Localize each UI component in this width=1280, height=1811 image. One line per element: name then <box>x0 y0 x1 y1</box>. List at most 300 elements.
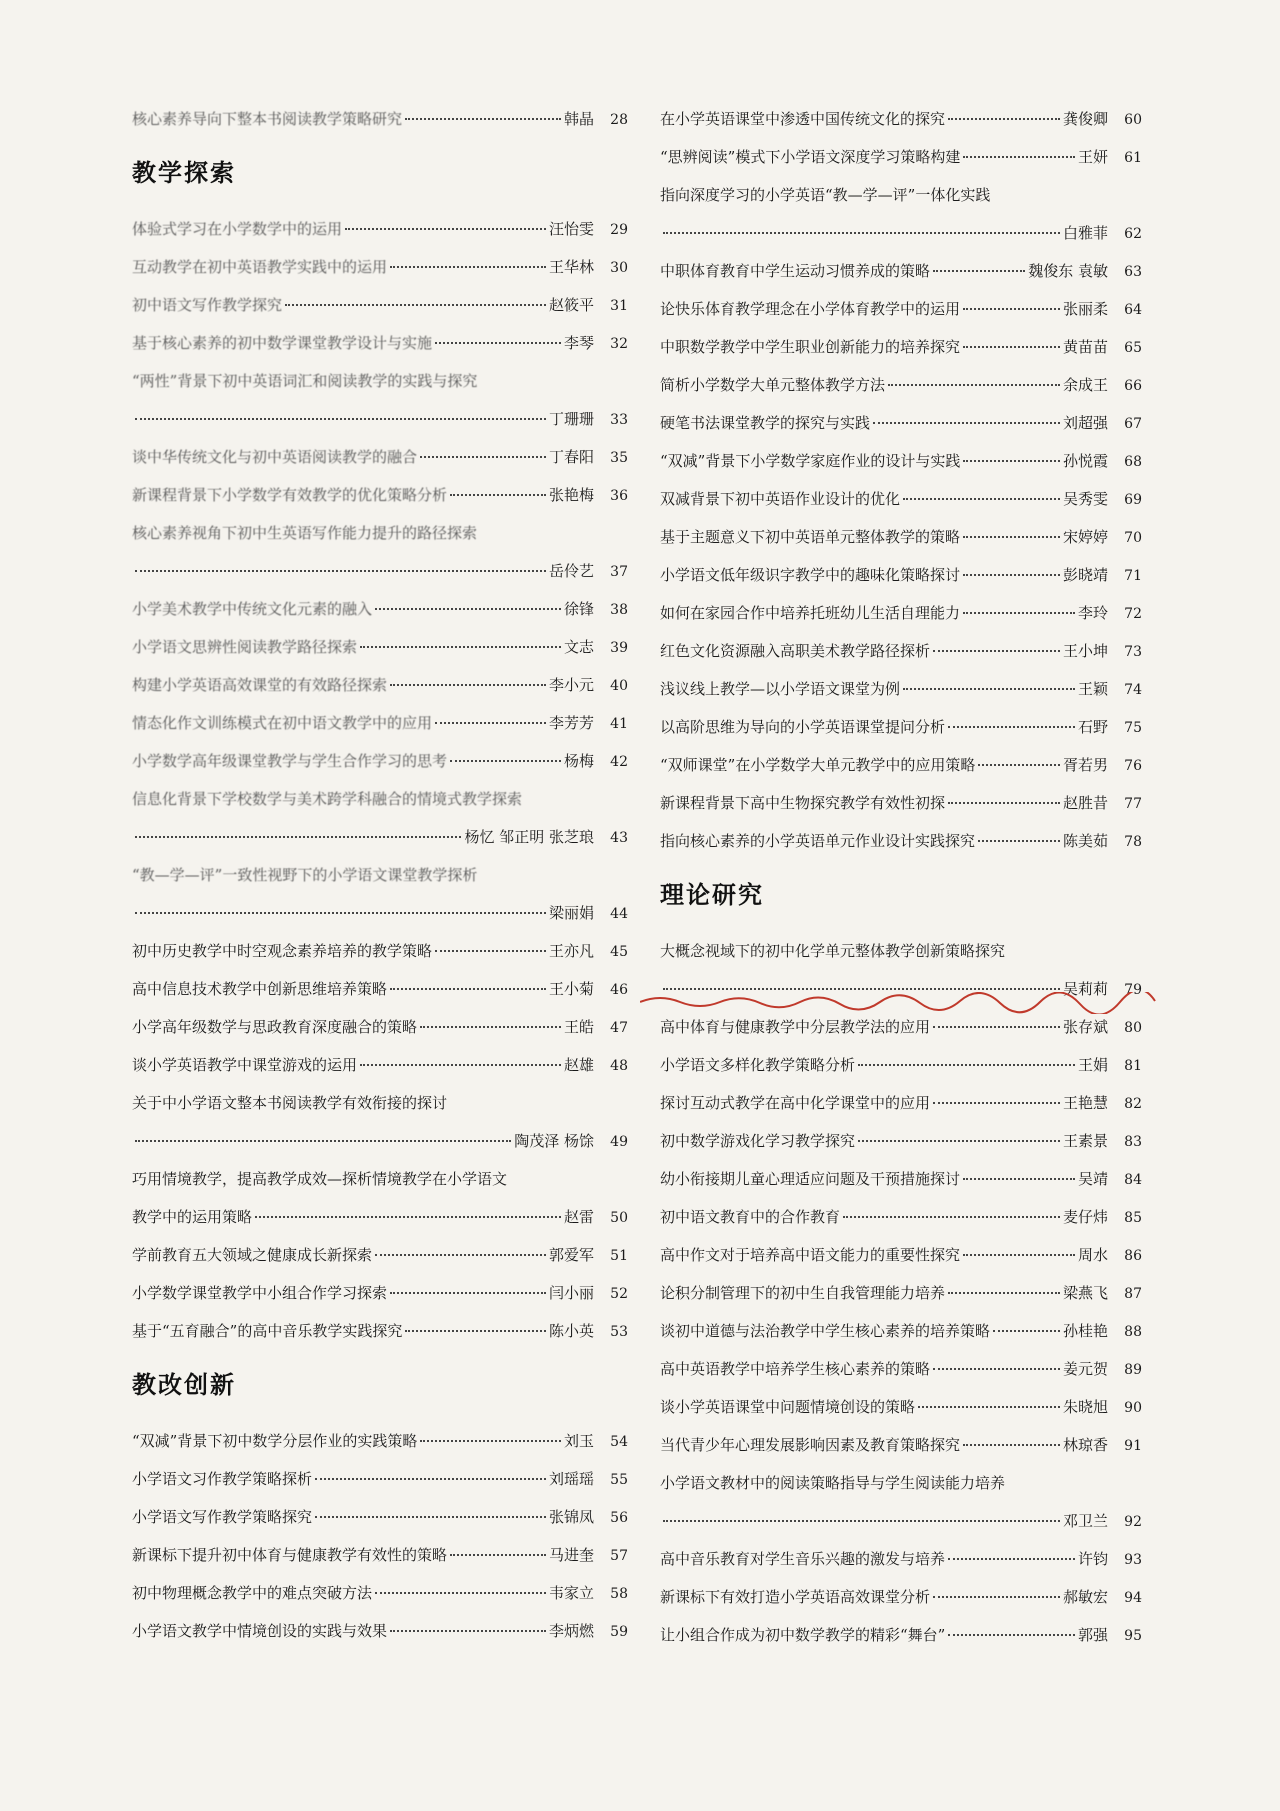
entry-author: 王皓 <box>563 1018 594 1036</box>
entry-title: 构建小学英语高效课堂的有效路径探索 <box>132 676 388 694</box>
toc-entry[interactable] <box>132 704 628 742</box>
dot-leader <box>903 687 1075 690</box>
entry-author: 梁燕飞 <box>1062 1284 1108 1302</box>
toc-entry[interactable] <box>660 1236 1142 1274</box>
toc-entry[interactable] <box>660 176 1142 252</box>
entry-title: 高中作文对于培养高中语文能力的重要性探究 <box>660 1246 961 1264</box>
dot-leader <box>135 417 546 420</box>
entry-page-number: 32 <box>610 336 628 352</box>
entry-author: 赵雄 <box>563 1056 594 1074</box>
toc-entry[interactable] <box>660 1388 1142 1426</box>
entry-title: 初中物理概念教学中的难点突破方法 <box>132 1584 373 1602</box>
entry-page-number: 44 <box>610 906 628 922</box>
entry-title: 简析小学数学大单元整体教学方法 <box>660 376 886 394</box>
dot-leader <box>993 1329 1060 1332</box>
entry-title: 基于核心素养的初中数学课堂教学设计与实施 <box>132 334 433 352</box>
toc-entry[interactable] <box>132 1008 628 1046</box>
entry-page-number: 36 <box>610 488 628 504</box>
entry-title: 小学语文写作教学策略探究 <box>132 1508 313 1526</box>
entry-author: 孙悦霞 <box>1062 452 1108 470</box>
entry-title: 小学数学高年级课堂教学与学生合作学习的思考 <box>132 752 448 770</box>
toc-entry[interactable] <box>660 708 1142 746</box>
dot-leader <box>345 227 546 230</box>
entry-author: 刘玉 <box>563 1432 594 1450</box>
entry-author: 王小坤 <box>1062 642 1108 660</box>
toc-left-column <box>132 100 628 1650</box>
entry-title: 当代青少年心理发展影响因素及教育策略探究 <box>660 1436 961 1454</box>
entry-page-number: 83 <box>1124 1134 1142 1150</box>
entry-author: 马进奎 <box>548 1546 594 1564</box>
entry-page-number: 84 <box>1124 1172 1142 1188</box>
entry-author: 朱晓旭 <box>1062 1398 1108 1416</box>
dot-leader <box>315 1477 546 1480</box>
entry-page-number: 46 <box>610 982 628 998</box>
entry-author: 徐锋 <box>563 600 594 618</box>
dot-leader <box>663 1519 1060 1522</box>
dot-leader <box>948 725 1075 728</box>
dot-leader <box>420 455 546 458</box>
entry-author: 王妍 <box>1077 148 1108 166</box>
entry-author: 刘瑶瑶 <box>548 1470 594 1488</box>
toc-entry[interactable] <box>132 932 628 970</box>
entry-page-number: 63 <box>1124 264 1142 280</box>
toc-entry[interactable] <box>132 248 628 286</box>
entry-page-number: 66 <box>1124 378 1142 394</box>
entry-page-number: 59 <box>610 1624 628 1640</box>
toc-entry[interactable] <box>660 1198 1142 1236</box>
dot-leader <box>933 649 1060 652</box>
toc-entry[interactable] <box>132 362 628 438</box>
toc-entry[interactable] <box>660 328 1142 366</box>
toc-entry[interactable] <box>660 1274 1142 1312</box>
toc-entry[interactable] <box>660 746 1142 784</box>
dot-leader <box>450 759 561 762</box>
entry-page-number: 30 <box>610 260 628 276</box>
entry-author: 许钧 <box>1077 1550 1108 1568</box>
entry-author: 汪怡雯 <box>548 220 594 238</box>
entry-page-number: 78 <box>1124 834 1142 850</box>
toc-entry[interactable] <box>660 1616 1142 1654</box>
entry-page-number: 49 <box>610 1134 628 1150</box>
dot-leader <box>435 341 561 344</box>
toc-entry[interactable] <box>132 666 628 704</box>
entry-author: 魏俊东 袁敏 <box>1028 262 1108 280</box>
entry-title: “双减”背景下初中数学分层作业的实践策略 <box>132 1432 418 1450</box>
entry-title: 互动教学在初中英语教学实践中的运用 <box>132 258 388 276</box>
section-heading: 教改创新 <box>132 1371 236 1399</box>
entry-author: 张丽柔 <box>1062 300 1108 318</box>
entry-title: 浅议线上教学—以小学语文课堂为例 <box>660 680 901 698</box>
dot-leader <box>135 1139 511 1142</box>
entry-title: 初中数学游戏化学习教学探究 <box>660 1132 856 1150</box>
entry-title: 指向核心素养的小学英语单元作业设计实践探究 <box>660 832 976 850</box>
dot-leader <box>948 1633 1075 1636</box>
dot-leader <box>255 1215 561 1218</box>
section-heading: 理论研究 <box>660 881 764 909</box>
entry-title: 小学语文习作教学策略探析 <box>132 1470 313 1488</box>
dot-leader <box>390 987 546 990</box>
entry-page-number: 33 <box>610 412 628 428</box>
entry-author: 彭晓靖 <box>1062 566 1108 584</box>
entry-author: 刘超强 <box>1062 414 1108 432</box>
entry-title: 初中语文教育中的合作教育 <box>660 1208 841 1226</box>
entry-title: 小学高年级数学与思政教育深度融合的策略 <box>132 1018 418 1036</box>
entry-title: 小学语文思辨性阅读教学路径探索 <box>132 638 358 656</box>
entry-title: 论积分制管理下的初中生自我管理能力培养 <box>660 1284 946 1302</box>
dot-leader <box>963 535 1060 538</box>
dot-leader <box>963 1177 1075 1180</box>
dot-leader <box>390 1629 546 1632</box>
entry-author: 郭强 <box>1077 1626 1108 1644</box>
entry-author: 文志 <box>563 638 594 656</box>
entry-page-number: 95 <box>1124 1628 1142 1644</box>
entry-author: 周水 <box>1077 1246 1108 1264</box>
entry-page-number: 29 <box>610 222 628 238</box>
entry-page-number: 48 <box>610 1058 628 1074</box>
entry-author: 宋婷婷 <box>1062 528 1108 546</box>
toc-entry[interactable] <box>132 286 628 324</box>
toc-entry[interactable] <box>132 476 628 514</box>
toc-entry[interactable] <box>660 138 1142 176</box>
toc-entry[interactable] <box>660 1312 1142 1350</box>
entry-author: 丁珊珊 <box>548 410 594 428</box>
toc-entry[interactable] <box>132 1574 628 1612</box>
entry-author: 杨梅 <box>563 752 594 770</box>
entry-author: 赵雷 <box>563 1208 594 1226</box>
entry-title: 体验式学习在小学数学中的运用 <box>132 220 343 238</box>
toc-entry[interactable] <box>132 1084 628 1160</box>
toc-entry[interactable] <box>660 290 1142 328</box>
dot-leader <box>978 839 1060 842</box>
entry-author: 王颖 <box>1077 680 1108 698</box>
toc-entry[interactable] <box>660 442 1142 480</box>
entry-title: 在小学英语课堂中渗透中国传统文化的探究 <box>660 110 946 128</box>
red-underline-annotation <box>640 992 1160 1014</box>
entry-author: 石野 <box>1077 718 1108 736</box>
entry-page-number: 82 <box>1124 1096 1142 1112</box>
entry-title: 小学美术教学中传统文化元素的融入 <box>132 600 373 618</box>
toc-entry[interactable] <box>132 514 628 590</box>
entry-author: 林琼香 <box>1062 1436 1108 1454</box>
entry-author: 赵胜昔 <box>1062 794 1108 812</box>
toc-entry[interactable] <box>660 1540 1142 1578</box>
entry-page-number: 68 <box>1124 454 1142 470</box>
toc-entry[interactable] <box>132 856 628 932</box>
entry-title: 初中语文写作教学探究 <box>132 296 283 314</box>
entry-author: 王华林 <box>548 258 594 276</box>
entry-page-number: 81 <box>1124 1058 1142 1074</box>
dot-leader <box>135 569 546 572</box>
entry-page-number: 62 <box>1124 226 1142 242</box>
entry-page-number: 71 <box>1124 568 1142 584</box>
toc-entry[interactable] <box>132 628 628 666</box>
entry-author: 李琴 <box>563 334 594 352</box>
dot-leader <box>948 801 1060 804</box>
toc-entry[interactable] <box>660 366 1142 404</box>
dot-leader <box>435 949 546 952</box>
entry-page-number: 50 <box>610 1210 628 1226</box>
entry-author: 陈小英 <box>548 1322 594 1340</box>
entry-page-number: 35 <box>610 450 628 466</box>
dot-leader <box>135 911 546 914</box>
entry-page-number: 38 <box>610 602 628 618</box>
dot-leader <box>375 607 561 610</box>
dot-leader <box>903 497 1060 500</box>
entry-page-number: 52 <box>610 1286 628 1302</box>
toc-entry[interactable] <box>132 100 628 138</box>
entry-page-number: 90 <box>1124 1400 1142 1416</box>
toc-entry[interactable] <box>660 404 1142 442</box>
dot-leader <box>360 645 561 648</box>
dot-leader <box>843 1215 1060 1218</box>
toc-entry[interactable] <box>132 970 628 1008</box>
entry-page-number: 70 <box>1124 530 1142 546</box>
entry-page-number: 85 <box>1124 1210 1142 1226</box>
dot-leader <box>873 421 1060 424</box>
entry-title: 红色文化资源融入高职美术教学路径探析 <box>660 642 931 660</box>
section-heading: 教学探索 <box>132 159 236 187</box>
entry-author: 龚俊卿 <box>1062 110 1108 128</box>
dot-leader <box>933 1101 1060 1104</box>
toc-entry[interactable] <box>660 632 1142 670</box>
toc-entry[interactable] <box>660 670 1142 708</box>
dot-leader <box>450 493 546 496</box>
entry-page-number: 76 <box>1124 758 1142 774</box>
toc-entry[interactable] <box>132 438 628 476</box>
toc-entry[interactable] <box>132 1046 628 1084</box>
dot-leader <box>963 345 1060 348</box>
entry-title: “思辨阅读”模式下小学语文深度学习策略构建 <box>660 148 961 166</box>
entry-page-number: 55 <box>610 1472 628 1488</box>
dot-leader <box>450 1553 546 1556</box>
entry-page-number: 54 <box>610 1434 628 1450</box>
toc-entry[interactable] <box>660 1122 1142 1160</box>
dot-leader <box>948 1291 1060 1294</box>
entry-title: 硬笔书法课堂教学的探究与实践 <box>660 414 871 432</box>
dot-leader <box>360 1063 561 1066</box>
toc-entry[interactable] <box>132 1160 628 1236</box>
entry-author: 陶茂泽 杨馀 <box>514 1132 594 1150</box>
entry-title: 初中历史教学中时空观念素养培养的教学策略 <box>132 942 433 960</box>
toc-entry[interactable] <box>132 1422 628 1460</box>
entry-page-number: 67 <box>1124 416 1142 432</box>
entry-page-number: 47 <box>610 1020 628 1036</box>
dot-leader <box>963 611 1075 614</box>
entry-title: 高中信息技术教学中创新思维培养策略 <box>132 980 388 998</box>
toc-entry[interactable] <box>660 1046 1142 1084</box>
entry-author: 王娟 <box>1077 1056 1108 1074</box>
toc-entry[interactable] <box>132 780 628 856</box>
dot-leader <box>420 1025 561 1028</box>
entry-page-number: 61 <box>1124 150 1142 166</box>
toc-entry[interactable] <box>660 1350 1142 1388</box>
entry-author: 吴秀雯 <box>1062 490 1108 508</box>
dot-leader <box>390 1291 546 1294</box>
entry-author: 王素景 <box>1062 1132 1108 1150</box>
entry-author: 王小菊 <box>548 980 594 998</box>
entry-page-number: 56 <box>610 1510 628 1526</box>
dot-leader <box>963 155 1075 158</box>
toc-entry[interactable] <box>132 742 628 780</box>
dot-leader <box>888 383 1060 386</box>
entry-page-number: 72 <box>1124 606 1142 622</box>
entry-title: 谈小学英语课堂中问题情境创设的策略 <box>660 1398 916 1416</box>
entry-page-number: 39 <box>610 640 628 656</box>
dot-leader <box>918 1405 1060 1408</box>
entry-author: 张艳梅 <box>548 486 594 504</box>
dot-leader <box>858 1063 1075 1066</box>
entry-author: 韦家立 <box>548 1584 594 1602</box>
toc-entry[interactable] <box>132 590 628 628</box>
toc-entry[interactable] <box>132 1498 628 1536</box>
dot-leader <box>963 573 1060 576</box>
dot-leader <box>663 231 1060 234</box>
entry-title: 核心素养导向下整本书阅读教学策略研究 <box>132 110 403 128</box>
entry-title: 谈中华传统文化与初中英语阅读教学的融合 <box>132 448 418 466</box>
entry-title: 如何在家园合作中培养托班幼儿生活自理能力 <box>660 604 961 622</box>
toc-entry[interactable] <box>660 822 1142 860</box>
entry-author: 黄苗苗 <box>1062 338 1108 356</box>
entry-title: “双师课堂”在小学数学大单元教学中的应用策略 <box>660 756 976 774</box>
entry-title: “教—学—评”一致性视野下的小学语文课堂教学探析 <box>132 866 478 884</box>
entry-page-number: 88 <box>1124 1324 1142 1340</box>
entry-page-number: 40 <box>610 678 628 694</box>
entry-title: 谈初中道德与法治教学中学生核心素养的培养策略 <box>660 1322 991 1340</box>
toc-entry[interactable] <box>660 1426 1142 1464</box>
entry-title: 关于中小学语文整本书阅读教学有效衔接的探讨 <box>132 1094 448 1112</box>
dot-leader <box>933 1367 1060 1370</box>
entry-title: 小学语文低年级识字教学中的趣味化策略探讨 <box>660 566 961 584</box>
toc-entry[interactable] <box>132 324 628 362</box>
entry-title: 小学语文教材中的阅读策略指导与学生阅读能力培养 <box>660 1474 1006 1492</box>
entry-author: 李小元 <box>548 676 594 694</box>
entry-author: 吴靖 <box>1077 1170 1108 1188</box>
toc-entry[interactable] <box>660 594 1142 632</box>
entry-page-number: 94 <box>1124 1590 1142 1606</box>
entry-page-number: 87 <box>1124 1286 1142 1302</box>
dot-leader <box>315 1515 546 1518</box>
toc-entry[interactable] <box>132 1460 628 1498</box>
entry-author: 邓卫兰 <box>1062 1512 1108 1530</box>
entry-page-number: 42 <box>610 754 628 770</box>
dot-leader <box>435 721 546 724</box>
entry-author: 孙桂艳 <box>1062 1322 1108 1340</box>
dot-leader <box>375 1591 546 1594</box>
entry-title: 谈小学英语教学中课堂游戏的运用 <box>132 1056 358 1074</box>
entry-author: 王亦凡 <box>548 942 594 960</box>
entry-title: 中职数学教学中学生职业创新能力的培养探究 <box>660 338 961 356</box>
toc-right-column <box>660 100 1142 1654</box>
entry-page-number: 31 <box>610 298 628 314</box>
entry-page-number: 53 <box>610 1324 628 1340</box>
toc-entry[interactable] <box>660 518 1142 556</box>
entry-title: 新课程背景下小学数学有效教学的优化策略分析 <box>132 486 448 504</box>
entry-title: 探讨互动式教学在高中化学课堂中的应用 <box>660 1094 931 1112</box>
dot-leader <box>963 1253 1075 1256</box>
toc-entry[interactable] <box>132 1274 628 1312</box>
entry-page-number: 60 <box>1124 112 1142 128</box>
dot-leader <box>933 269 1025 272</box>
entry-author: 王艳慧 <box>1062 1094 1108 1112</box>
toc-entry[interactable] <box>132 1236 628 1274</box>
entry-author: 韩晶 <box>563 110 594 128</box>
entry-title: 高中体育与健康教学中分层教学法的应用 <box>660 1018 931 1036</box>
entry-author: 陈美茹 <box>1062 832 1108 850</box>
dot-leader <box>405 1329 546 1332</box>
toc-entry[interactable] <box>660 1160 1142 1198</box>
toc-entry[interactable] <box>660 480 1142 518</box>
dot-leader <box>135 835 461 838</box>
entry-title: 核心素养视角下初中生英语写作能力提升的路径探索 <box>132 524 478 542</box>
toc-entry[interactable] <box>660 1578 1142 1616</box>
entry-title: 论快乐体育教学理念在小学体育教学中的运用 <box>660 300 961 318</box>
entry-page-number: 86 <box>1124 1248 1142 1264</box>
entry-title: 学前教育五大领域之健康成长新探索 <box>132 1246 373 1264</box>
entry-author: 李玲 <box>1077 604 1108 622</box>
entry-author: 闫小丽 <box>548 1284 594 1302</box>
entry-author: 张锦凤 <box>548 1508 594 1526</box>
entry-title: 基于“五育融合”的高中音乐教学实践探究 <box>132 1322 403 1340</box>
entry-title: “双减”背景下小学数学家庭作业的设计与实践 <box>660 452 961 470</box>
dot-leader <box>933 1025 1060 1028</box>
entry-page-number: 77 <box>1124 796 1142 812</box>
entry-page-number: 51 <box>610 1248 628 1264</box>
entry-title: “两性”背景下初中英语词汇和阅读教学的实践与探究 <box>132 372 478 390</box>
toc-entry[interactable] <box>660 784 1142 822</box>
dot-leader <box>978 763 1060 766</box>
entry-author: 郝敏宏 <box>1062 1588 1108 1606</box>
dot-leader <box>963 1443 1060 1446</box>
entry-title: 基于主题意义下初中英语单元整体教学的策略 <box>660 528 961 546</box>
entry-page-number: 28 <box>610 112 628 128</box>
entry-author: 胥若男 <box>1062 756 1108 774</box>
entry-author: 丁春阳 <box>548 448 594 466</box>
entry-author: 张存斌 <box>1062 1018 1108 1036</box>
entry-title: 幼小衔接期儿童心理适应问题及干预措施探讨 <box>660 1170 961 1188</box>
toc-entry[interactable] <box>660 100 1142 138</box>
entry-page-number: 80 <box>1124 1020 1142 1036</box>
dot-leader <box>390 265 546 268</box>
toc-entry[interactable] <box>660 556 1142 594</box>
entry-author: 梁丽娟 <box>548 904 594 922</box>
toc-entry[interactable] <box>660 252 1142 290</box>
toc-entry[interactable] <box>132 1312 628 1350</box>
entry-page-number: 64 <box>1124 302 1142 318</box>
toc-entry[interactable] <box>132 210 628 248</box>
entry-page-number: 58 <box>610 1586 628 1602</box>
entry-page-number: 45 <box>610 944 628 960</box>
entry-page-number: 37 <box>610 564 628 580</box>
entry-page-number: 69 <box>1124 492 1142 508</box>
dot-leader <box>285 303 546 306</box>
entry-page-number: 65 <box>1124 340 1142 356</box>
toc-entry[interactable] <box>132 1536 628 1574</box>
entry-title: 情态化作文训练模式在初中语文教学中的应用 <box>132 714 433 732</box>
entry-author: 白雅菲 <box>1062 224 1108 242</box>
dot-leader <box>405 117 561 120</box>
entry-author: 麦仔炜 <box>1062 1208 1108 1226</box>
entry-title: 指向深度学习的小学英语“教—学—评”一体化实践 <box>660 186 991 204</box>
entry-author: 岳伶艺 <box>548 562 594 580</box>
entry-page-number: 74 <box>1124 682 1142 698</box>
dot-leader <box>963 307 1060 310</box>
entry-title: 小学数学课堂教学中小组合作学习探索 <box>132 1284 388 1302</box>
entry-page-number: 93 <box>1124 1552 1142 1568</box>
toc-entry[interactable] <box>132 1612 628 1650</box>
entry-page-number: 57 <box>610 1548 628 1564</box>
toc-entry[interactable] <box>660 1084 1142 1122</box>
toc-entry[interactable] <box>660 1464 1142 1540</box>
